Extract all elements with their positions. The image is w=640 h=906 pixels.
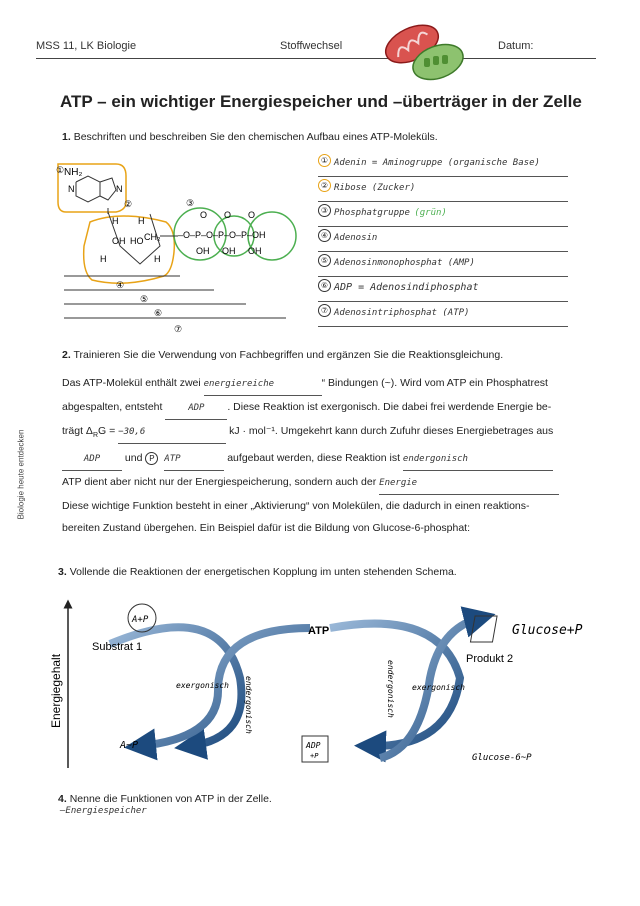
nh2-label: NH₂ xyxy=(64,167,83,178)
svg-text:+P: +P xyxy=(310,752,319,760)
svg-text:N: N xyxy=(116,184,123,194)
svg-text:Glucose-6~P: Glucose-6~P xyxy=(472,753,532,763)
task2-heading: 2. Trainieren Sie die Verwendung von Fachbegriffen und ergänzen Sie die Reaktionsgleichung. xyxy=(62,349,504,361)
svg-text:exergonisch: exergonisch xyxy=(176,681,229,690)
svg-text:exergonisch: exergonisch xyxy=(412,683,465,692)
svg-text:O: O xyxy=(224,210,232,220)
svg-text:③: ③ xyxy=(186,198,195,208)
svg-text:O: O xyxy=(248,210,256,220)
svg-text:O: O xyxy=(200,210,208,220)
svg-text:ADP: ADP xyxy=(306,741,321,750)
svg-text:H: H xyxy=(138,216,145,226)
svg-text:⑦: ⑦ xyxy=(174,324,183,334)
svg-text:Glucose+P: Glucose+P xyxy=(512,623,583,638)
svg-text:OH: OH xyxy=(112,236,126,246)
answer-row: ⑤ Adenosinmonophosphat (AMP) xyxy=(318,252,568,277)
task4-heading: 4. Nenne die Funktionen von ATP in der Zelle. xyxy=(58,793,272,805)
svg-text:endergonisch: endergonisch xyxy=(244,676,253,734)
svg-text:CH₂: CH₂ xyxy=(144,232,161,242)
answer-row: ① Adenin = Aminogruppe (organische Base) xyxy=(318,152,568,177)
answer-row: ② Ribose (Zucker) xyxy=(318,177,568,202)
answer-row: ④ Adenosin xyxy=(318,227,568,252)
svg-text:H: H xyxy=(112,216,119,226)
coupling-diagram xyxy=(40,588,620,788)
svg-text:N: N xyxy=(68,184,75,194)
svg-text:④: ④ xyxy=(116,280,125,290)
svg-text:⑥: ⑥ xyxy=(154,308,163,318)
svg-text:H: H xyxy=(154,254,161,264)
answer-row: ⑦ Adenosintriphosphat (ATP) xyxy=(318,302,568,327)
task3-heading: 3. Vollende die Reaktionen der energetischen Kopplung im unten stehenden Schema. xyxy=(58,566,457,578)
phosphate-chain: –O–P–O–P–O–P–OH xyxy=(178,230,266,240)
svg-text:H: H xyxy=(100,254,107,264)
svg-text:OH: OH xyxy=(196,246,210,256)
svg-text:⑤: ⑤ xyxy=(140,294,149,304)
header-rule xyxy=(36,58,596,59)
svg-text:②: ② xyxy=(124,199,133,209)
page-title: ATP – ein wichtiger Energiespeicher und –überträger in der Zelle xyxy=(60,92,582,111)
task1-heading: 1. Beschriften und beschreiben Sie den chemischen Aufbau eines ATP-Moleküls. xyxy=(62,131,438,143)
svg-text:A~P: A~P xyxy=(120,740,139,751)
atp-structure-drawing xyxy=(50,152,310,342)
svg-text:A+P: A+P xyxy=(132,615,149,625)
svg-text:①: ① xyxy=(56,165,65,175)
substrat-label: Substrat 1 xyxy=(92,641,143,653)
energy-axis-label: Energiegehalt xyxy=(49,653,63,728)
side-publisher-text: Biologie heute entdecken xyxy=(16,429,26,520)
header-topic: Stoffwechsel xyxy=(280,40,343,52)
header-course: MSS 11, LK Biologie xyxy=(36,40,137,52)
answer-row: ⑥ ADP = Adenosindiphosphat xyxy=(318,277,568,302)
atp-label: ATP xyxy=(308,625,330,637)
answer-row: ③ Phosphatgruppe (grün) xyxy=(318,202,568,227)
produkt-label: Produkt 2 xyxy=(466,653,514,665)
svg-text:HO: HO xyxy=(130,236,144,246)
organelle-illustration xyxy=(380,14,470,86)
svg-text:endergonisch: endergonisch xyxy=(386,660,395,718)
task4-answer: –Energiespeicher xyxy=(60,806,147,816)
header-date: Datum: xyxy=(498,40,534,52)
svg-text:OH: OH xyxy=(248,246,262,256)
task2-text: Das ATP-Molekül enthält zwei energiereiche “ Bindungen (~). Wird vom ATP ein Phosphatrest abgespalten, entsteht ADP . Diese Reaktion ist exergonisch. Die dabei frei werdende Energie be- trägt $\Delta_RG = -30,6$ kJ · mol⁻¹. Umgekehrt kann durch Zufuhr dieses Energiebetrages aus ADP und P ATP aufgebaut werden, diese Reaktion ist endergonisch ATP dient aber nicht nur der Energiespeicherung, sondern auch der Energie Diese wichtige Funktion besteht in einer „Aktivierung“ von Molekülen, die dadurch in einen reaktions- bereiten Zustand übergehen. Ein Beispiel dafür ist die Bildung von Glucose-6-phosphat: xyxy=(62,372,582,539)
svg-text:OH: OH xyxy=(222,246,236,256)
task1-answers xyxy=(318,152,568,327)
